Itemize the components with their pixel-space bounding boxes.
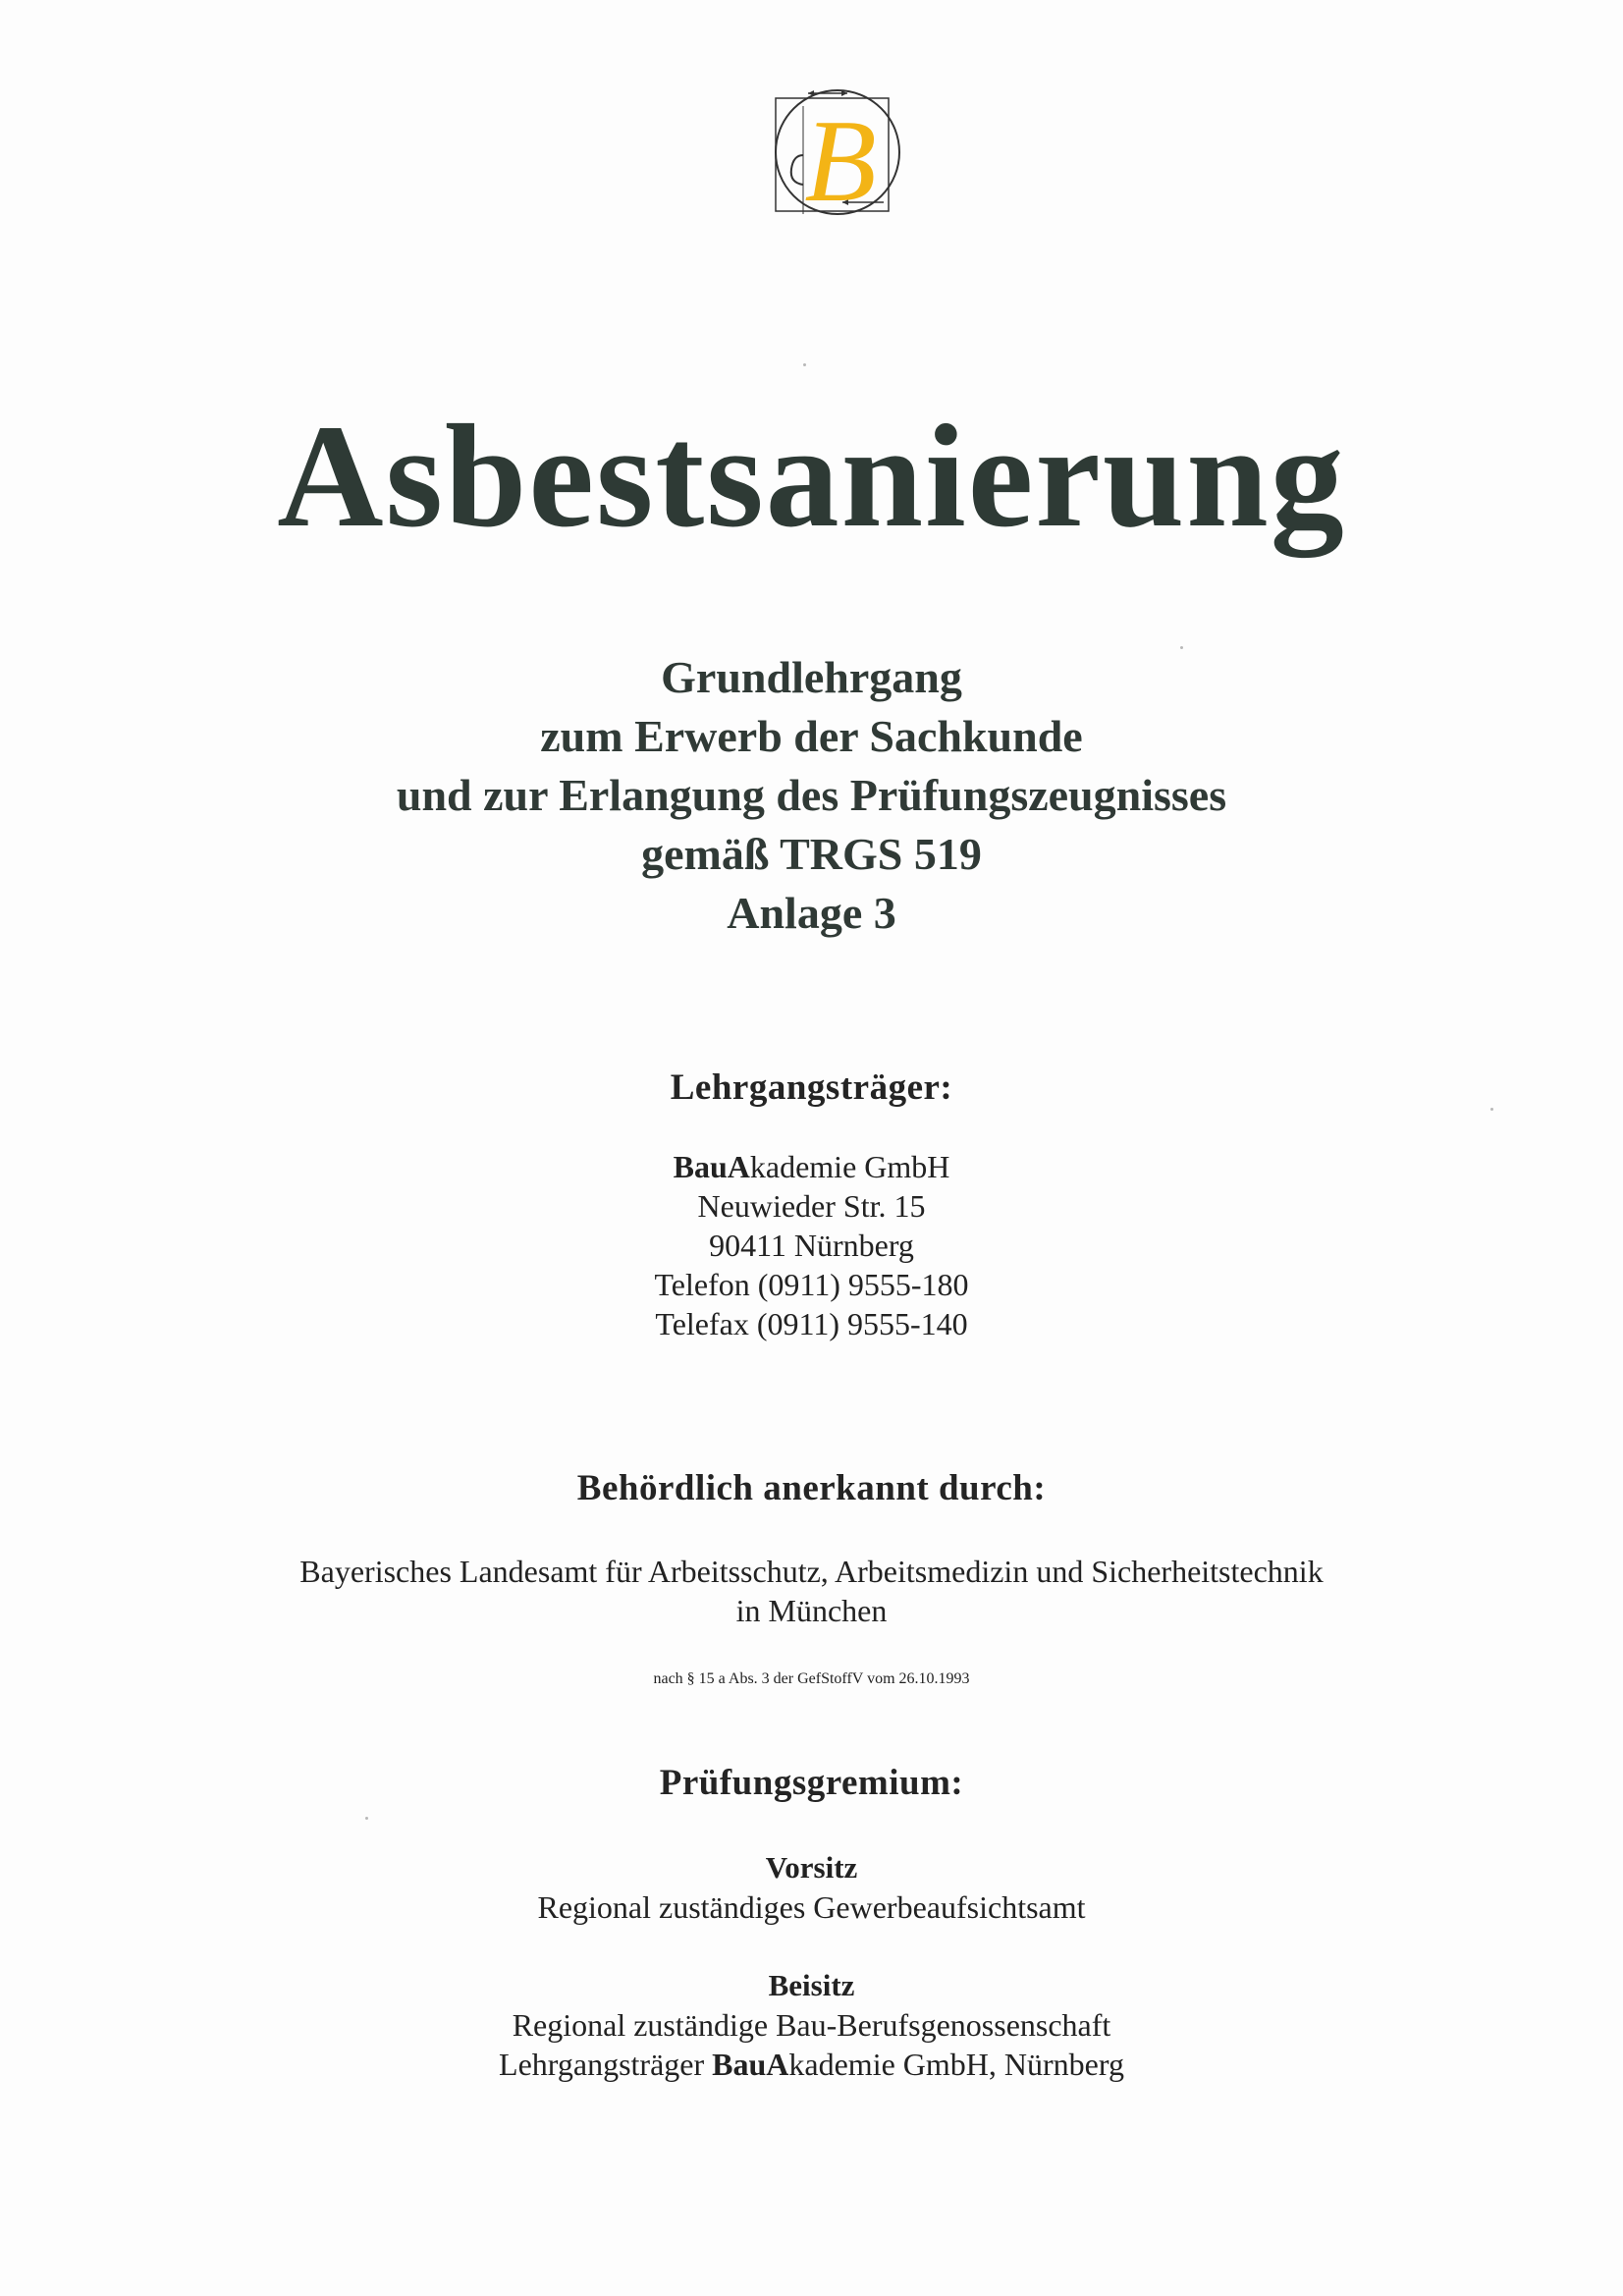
scan-speck: [365, 1817, 368, 1820]
scan-speck: [803, 363, 806, 366]
document-title: Asbestsanierung: [277, 395, 1346, 558]
provider-name-bold: BauA: [673, 1149, 750, 1184]
recognition-heading: Behördlich anerkannt durch:: [576, 1468, 1047, 1508]
subtitle-line-4: gemäß TRGS 519: [641, 829, 982, 879]
recognition-location: in München: [735, 1593, 888, 1628]
recognition-legal-note: nach § 15 a Abs. 3 der GefStoffV vom 26.10.1993: [653, 1670, 970, 1687]
board-chair-value: Regional zuständiges Gewerbeaufsichtsamt: [537, 1889, 1086, 1925]
scan-speck: [1490, 1108, 1493, 1111]
provider-street: Neuwieder Str. 15: [697, 1188, 926, 1224]
assessor-prefix: Lehrgangsträger: [499, 2047, 713, 2082]
assessor-rest: kademie GmbH, Nürnberg: [788, 2047, 1124, 2082]
subtitle-line-1: Grundlehrgang: [661, 652, 962, 702]
provider-name-rest: kademie GmbH: [749, 1149, 950, 1184]
logo-hook: [791, 155, 803, 185]
subtitle-line-5: Anlage 3: [727, 888, 896, 938]
provider-heading: Lehrgangsträger:: [670, 1067, 953, 1108]
provider-city: 90411 Nürnberg: [709, 1228, 914, 1263]
board-heading: Prüfungsgremium:: [659, 1763, 964, 1803]
recognition-authority: Bayerisches Landesamt für Arbeitsschutz, Arbeitsmedizin und Sicherheitstechnik: [299, 1554, 1324, 1589]
provider-address: [0, 1147, 1623, 1343]
subtitle-line-2: zum Erwerb der Sachkunde: [540, 711, 1083, 761]
board-assessor-line-2: [0, 2045, 1623, 2084]
course-subtitle: [0, 648, 1623, 943]
provider-phone: Telefon (0911) 9555-180: [654, 1267, 969, 1302]
bauakademie-logo: [764, 86, 911, 224]
board-assessor-line-1: Regional zuständige Bau-Berufsgenossenschaft: [512, 2007, 1111, 2043]
subtitle-line-3: und zur Erlangung des Prüfungszeugnisses: [396, 770, 1227, 820]
provider-name: [0, 1147, 1623, 1186]
logo-letter: B: [804, 95, 877, 224]
board-chair-label: Vorsitz: [765, 1850, 858, 1885]
board-assessor-label: Beisitz: [768, 1968, 855, 2002]
scan-speck: [1180, 646, 1183, 649]
assessor-bold: BauA: [712, 2047, 789, 2082]
provider-fax: Telefax (0911) 9555-140: [655, 1306, 968, 1341]
